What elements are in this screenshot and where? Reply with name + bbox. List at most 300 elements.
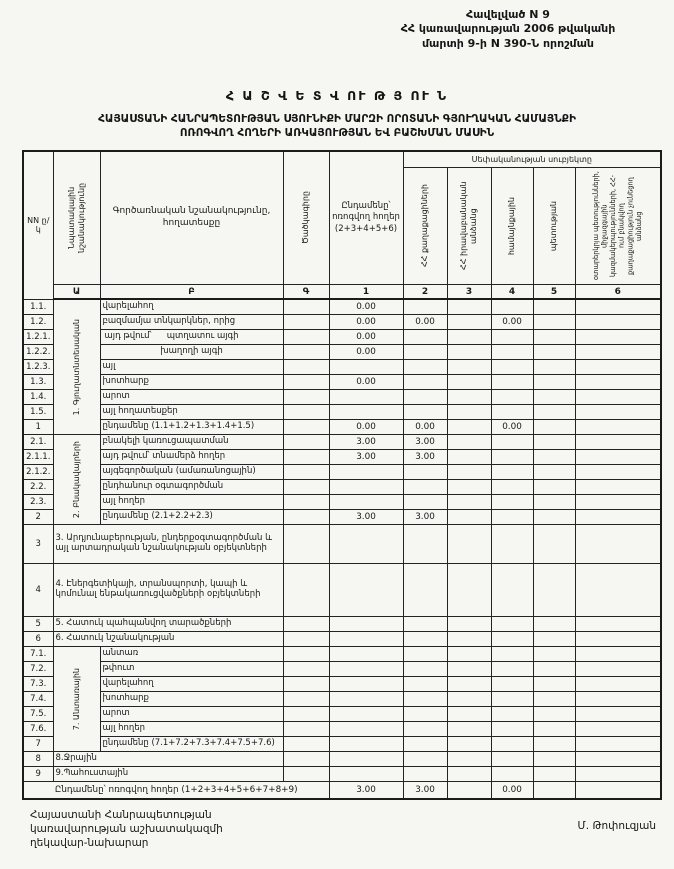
report-subtitle-1: ՀԱՅԱՍՏԱՆԻ ՀԱՆՐԱՊԵՏՈՒԹՅԱՆ ՍՅՈՒՆԻՔԻ ՄԱՐԶԻ ՈՐՈՏԱՆԻ ԳՅՈՒՂԱԿԱՆ ՀԱՄԱՅՆՔԻ [98,113,576,125]
value-cell [575,315,661,330]
value-cell [533,782,575,800]
value-cell [403,495,447,510]
row-label: արոտ [100,707,283,722]
row-label: ընդհանուր օգտագործման [100,480,283,495]
row-label: այլ հողատեսքեր [100,405,283,420]
table-row [23,722,661,737]
value-cell [403,722,447,737]
value-cell [329,617,403,632]
value-cell [533,330,575,345]
value-cell [403,564,447,617]
signatory-line: ղեկավար-նախարար [30,837,149,850]
annex-line: մարտի 9-ի N 390-Ն որոշման [421,36,595,50]
value-cell [575,360,661,375]
value-cell [575,480,661,495]
value-cell [575,692,661,707]
value-cell [533,495,575,510]
value-cell [447,782,491,800]
value-cell [491,465,533,480]
value-cell [533,752,575,767]
value-cell [329,405,403,420]
code-cell [283,420,329,435]
row-number: 7.6. [23,722,53,737]
column-header-state: պետության [533,168,575,285]
row-label: բազմամյա տնկարկներ, որից [100,315,283,330]
value-cell [575,707,661,722]
value-cell [533,525,575,564]
value-cell [329,390,403,405]
letter-header: 4 [491,285,533,300]
value-cell [403,647,447,662]
code-cell [283,345,329,360]
annex-line: Հավելված N 9 [466,8,550,21]
row-number: 5 [23,617,53,632]
value-cell [447,525,491,564]
value-cell [491,480,533,495]
row-label: 6. Հատուկ նշանակության [53,632,283,647]
value-cell [491,737,533,752]
annex-reference [358,8,658,51]
value-cell: 0.00 [403,315,447,330]
table-row [23,564,661,617]
value-cell [447,692,491,707]
value-cell [533,677,575,692]
table-row [23,647,661,662]
value-cell [403,299,447,315]
row-number: 1.5. [23,405,53,420]
row-number: 2.3. [23,495,53,510]
value-cell [491,345,533,360]
column-header-communal: համայնքային [491,168,533,285]
table-row [23,495,661,510]
table-row [23,737,661,752]
value-cell [533,299,575,315]
value-cell [403,465,447,480]
value-cell [447,495,491,510]
table-row [23,525,661,564]
value-cell [447,405,491,420]
value-cell [447,435,491,450]
row-label: թփուտ [100,662,283,677]
value-cell [403,632,447,647]
value-cell [447,390,491,405]
value-cell [403,480,447,495]
table-row [23,752,661,767]
value-cell [533,564,575,617]
row-number: 7.5. [23,707,53,722]
table-row [23,677,661,692]
value-cell: 0.00 [329,375,403,390]
row-number: 1.2.3. [23,360,53,375]
column-header-code: Ծածկագիրը [283,151,329,285]
value-cell [403,375,447,390]
row-label: 8.Ջրային [53,752,283,767]
value-cell [533,360,575,375]
value-cell [575,330,661,345]
value-cell: 3.00 [403,510,447,525]
letter-header: 2 [403,285,447,300]
letter-header: Բ [100,285,283,300]
value-cell [533,662,575,677]
value-cell [329,752,403,767]
ownership-band-header: Սեփականության սուբյեկտը [403,151,661,168]
value-cell [329,632,403,647]
value-cell [575,617,661,632]
value-cell [491,330,533,345]
value-cell [491,722,533,737]
code-cell [283,707,329,722]
code-cell [283,767,329,782]
value-cell [575,299,661,315]
table-row [23,707,661,722]
code-cell [283,722,329,737]
row-number: 7 [23,737,53,752]
table-row [23,662,661,677]
row-label: այգեգործական (ամառանոցային) [100,465,283,480]
value-cell [533,345,575,360]
letter-header: Ա [53,285,100,300]
value-cell [447,375,491,390]
category-group-text: 2. Բնակավայրերի [71,440,81,519]
value-cell: 0.00 [329,299,403,315]
value-cell [575,495,661,510]
value-cell [533,647,575,662]
row-number: 1 [23,420,53,435]
value-cell [533,767,575,782]
row-label: խոտհարք [100,375,283,390]
value-cell [447,707,491,722]
annex-line: ՀՀ կառավարության 2006 թվականի [400,22,616,36]
table-row [23,360,661,375]
row-label: արոտ [100,390,283,405]
row-label: 9.Պահուստային [53,767,283,782]
signatory-position [30,808,223,851]
code-cell [283,692,329,707]
row-number: 2.1.1. [23,450,53,465]
value-cell [491,632,533,647]
value-cell [533,617,575,632]
table-row [23,405,661,420]
code-cell [283,632,329,647]
signatory-line: կառավարության աշխատակազմի [30,823,223,836]
value-cell [447,330,491,345]
value-cell [491,390,533,405]
row-label: ընդամենը (2.1+2.2+2.3) [100,510,283,525]
code-cell [283,510,329,525]
table-row [23,315,661,330]
value-cell [575,767,661,782]
value-cell [447,360,491,375]
value-cell [403,330,447,345]
code-cell [283,677,329,692]
row-number: 7.2. [23,662,53,677]
table-row [23,617,661,632]
row-label-main: պտղատու այգի [166,331,239,342]
value-cell [575,420,661,435]
table-row [23,767,661,782]
value-cell [575,564,661,617]
value-cell [447,564,491,617]
row-number: 8 [23,752,53,767]
value-cell [491,495,533,510]
value-cell [575,435,661,450]
category-group-label [53,299,100,435]
value-cell [447,480,491,495]
table-row [23,390,661,405]
value-cell [447,647,491,662]
value-cell [447,315,491,330]
table-row [23,435,661,450]
value-cell [329,662,403,677]
category-group-label [53,435,100,525]
code-cell [283,495,329,510]
value-cell [533,420,575,435]
code-cell [283,375,329,390]
value-cell: 0.00 [329,345,403,360]
value-cell: 0.00 [403,420,447,435]
value-cell [533,450,575,465]
column-header-nn: NN ը/կ [23,151,53,299]
value-cell [329,647,403,662]
value-cell [447,677,491,692]
value-cell [329,480,403,495]
value-cell [403,360,447,375]
value-cell [575,782,661,800]
value-cell [533,480,575,495]
row-label: բնակելի կառուցապատման [100,435,283,450]
value-cell [491,647,533,662]
code-cell [283,315,329,330]
row-label: 4. Էներգետիկայի, տրանսպորտի, կապի և կոմունալ ենթակառուցվածքների օբյեկտների [53,564,283,617]
value-cell [491,662,533,677]
table-row [23,632,661,647]
value-cell [491,450,533,465]
code-cell [283,480,329,495]
value-cell [491,564,533,617]
value-cell [533,632,575,647]
row-number: 1.4. [23,390,53,405]
value-cell [447,632,491,647]
letter-header: 1 [329,285,403,300]
value-cell [575,375,661,390]
value-cell [491,405,533,420]
value-cell [533,722,575,737]
value-cell: 3.00 [403,435,447,450]
value-cell [491,375,533,390]
value-cell [329,564,403,617]
signatory-name: Մ. Թոփուզյան [577,820,656,832]
value-cell [329,360,403,375]
table-row [23,299,661,315]
value-cell [447,420,491,435]
value-cell [533,390,575,405]
row-number: 2.1.2. [23,465,53,480]
value-cell [403,405,447,420]
value-cell [575,677,661,692]
row-label: այլ հողեր [100,495,283,510]
table-row [23,465,661,480]
value-cell [403,345,447,360]
category-group-text: 7. Անտառային [71,667,81,731]
signatory-line: Հայաստանի Հանրապետության [30,809,212,821]
value-cell [575,737,661,752]
code-cell [283,525,329,564]
value-cell: 3.00 [329,510,403,525]
report-title: Հ Ա Շ Վ Ե Տ Վ ՈՒ Թ Յ ՈՒ Ն [225,88,449,103]
value-cell: 3.00 [329,450,403,465]
code-cell [283,390,329,405]
value-cell [533,692,575,707]
value-cell [533,405,575,420]
value-cell: 0.00 [329,315,403,330]
table-row [23,450,661,465]
code-cell [283,360,329,375]
value-cell [447,465,491,480]
letter-header: 5 [533,285,575,300]
row-number: 1.2.1. [23,330,53,345]
value-cell [329,525,403,564]
value-cell [491,510,533,525]
value-cell [575,632,661,647]
code-cell [283,647,329,662]
row-number: 4 [23,564,53,617]
report-subtitle-2: ՈՌՈԳՎՈՂ ՀՈՂԵՐԻ ԱՌԿԱՅՈՒԹՅԱՆ ԵՎ ԲԱՇԽՄԱՆ ՄԱՍԻՆ [179,127,495,140]
value-cell: 0.00 [329,330,403,345]
code-cell [283,617,329,632]
value-cell [491,435,533,450]
table-row [23,330,661,345]
value-cell [575,662,661,677]
irrigated-lands-table [22,150,662,800]
value-cell [447,510,491,525]
value-cell [533,737,575,752]
value-cell [491,360,533,375]
value-cell [491,299,533,315]
value-cell [575,722,661,737]
value-cell [403,677,447,692]
value-cell [447,722,491,737]
value-cell [533,315,575,330]
row-number: 7.3. [23,677,53,692]
row-number: 2.2. [23,480,53,495]
column-header-purpose: Նպատակային նշանակությունը [53,151,100,285]
value-cell [575,390,661,405]
value-cell [575,450,661,465]
table-row [23,510,661,525]
value-cell: 0.00 [491,315,533,330]
value-cell: 3.00 [329,435,403,450]
value-cell [533,435,575,450]
row-label: այլ [100,360,283,375]
row-label: խաղողի այգի [100,345,283,360]
row-number: 1.2. [23,315,53,330]
value-cell [447,617,491,632]
value-cell [575,405,661,420]
value-cell: 0.00 [491,782,533,800]
row-number: 2.1. [23,435,53,450]
code-cell [283,330,329,345]
value-cell [575,345,661,360]
letter-header: 6 [575,285,661,300]
row-number: 1.2.2. [23,345,53,360]
value-cell [403,617,447,632]
value-cell [329,767,403,782]
code-cell [283,465,329,480]
table-row [23,782,661,800]
value-cell: 0.00 [491,420,533,435]
table-row [23,375,661,390]
code-cell [283,752,329,767]
value-cell [491,677,533,692]
value-cell [533,510,575,525]
row-number: 1.1. [23,299,53,315]
report-titles [0,88,674,140]
value-cell [403,692,447,707]
letter-header: Գ [283,285,329,300]
value-cell [491,692,533,707]
code-cell [283,405,329,420]
row-number: 9 [23,767,53,782]
table-row [23,345,661,360]
value-cell [447,737,491,752]
code-cell [283,662,329,677]
value-cell [329,495,403,510]
value-cell [491,617,533,632]
code-cell [283,450,329,465]
value-cell [491,707,533,722]
row-number: 7.1. [23,647,53,662]
row-label: այդ թվում՝ տնամերձ հողեր [100,450,283,465]
value-cell [447,299,491,315]
code-cell [283,435,329,450]
row-label [100,330,283,345]
row-label: վարելահող [100,299,283,315]
row-number: 1.3. [23,375,53,390]
category-group-label [53,647,100,752]
code-cell [283,737,329,752]
row-label: 5. Հատուկ պահպանվող տարածքների [53,617,283,632]
table-row [23,692,661,707]
value-cell [447,662,491,677]
value-cell [403,707,447,722]
column-header-foreign: օտարերկրյա պետությունների, միջազգային կազմակերպությունների, ՀՀ-ում բնակվող քաղաքացիություն չունեցող անձանց [575,168,661,285]
value-cell [329,722,403,737]
value-cell [533,375,575,390]
row-number: 7.4. [23,692,53,707]
row-label: խոտհարք [100,692,283,707]
value-cell [329,465,403,480]
value-cell [575,752,661,767]
value-cell: 0.00 [329,420,403,435]
value-cell [403,390,447,405]
row-number: 6 [23,632,53,647]
column-header-functional: Գործառնական նշանակությունը, հողատեսքը [100,151,283,285]
value-cell [329,707,403,722]
value-cell [403,662,447,677]
value-cell [329,677,403,692]
row-label: ընդամենը (7.1+7.2+7.3+7.4+7.5+7.6) [100,737,283,752]
value-cell [575,465,661,480]
letter-header: 3 [447,285,491,300]
row-label: անտառ [100,647,283,662]
value-cell [575,510,661,525]
row-label: վարելահող [100,677,283,692]
column-header-total: Ընդամենը՝ ոռոգվող հողեր (2+3+4+5+6) [329,151,403,285]
value-cell: 3.00 [403,782,447,800]
code-cell [283,564,329,617]
table-row [23,420,661,435]
value-cell [533,707,575,722]
